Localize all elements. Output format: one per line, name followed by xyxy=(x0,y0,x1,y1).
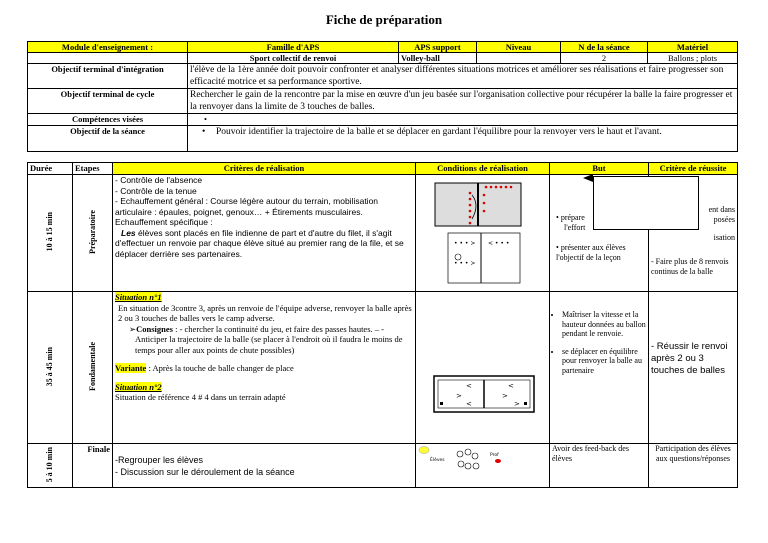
consignes-text: : - chercher la continuité du jeu, et faire des passes hautes. – - Anticiper la trajectoire de la balle (se placer à l'endroit où il faudra le moins de temps pour aller aux points de chute possibles) xyxy=(135,323,403,355)
prep-line: - Contrôle de l'absence xyxy=(115,175,203,185)
consignes-label: Consignes xyxy=(136,323,173,334)
objectif-integration-label: Objectif terminal d'intégration xyxy=(28,64,188,89)
niveau-label: Niveau xyxy=(477,42,561,53)
competences-value: • xyxy=(188,114,738,126)
prep-criteres xyxy=(113,175,416,292)
prep-but-2: présenter aux élèves l'objectif de la leçon xyxy=(556,243,626,262)
module-value xyxy=(28,53,188,64)
objectif-seance-label: Objectif de la séance xyxy=(28,126,188,152)
col-duree: Durée xyxy=(28,163,73,175)
fin-duree xyxy=(28,444,73,488)
seance-value: 2 xyxy=(561,53,648,64)
page-title: Fiche de préparation xyxy=(325,12,443,27)
diagram-label-eleves: Élèves xyxy=(430,458,445,463)
module-label: Module d'enseignement : xyxy=(28,42,188,53)
prep-duree xyxy=(28,175,73,292)
col-criteres-realisation: Critères de réalisation xyxy=(113,163,416,175)
fin-duree-text: 5 à 10 min xyxy=(45,446,54,483)
callout-arrow xyxy=(583,174,593,182)
prep-line: - Contrôle de la tenue xyxy=(115,185,197,196)
court-diagram xyxy=(418,175,546,289)
prep-line: - Echauffement général : Course légère autour du terrain, mobilisation articulaire : épaules, poignet, genoux… + Étirements musculaires. xyxy=(115,196,379,217)
situation-1-label: Situation n°1 xyxy=(115,292,162,302)
prep-but-1: prépare xyxy=(560,213,585,222)
fin-but: Avoir des feed-back des élèves xyxy=(550,444,649,488)
fond-etape xyxy=(73,292,113,444)
players-right: < • • • xyxy=(488,240,510,247)
fond-but-2: • se déplacer en équilibre pour renvoyer la balle au partenaire xyxy=(562,347,646,376)
col-etapes: Etapes xyxy=(73,163,113,175)
fin-criteres xyxy=(113,444,416,488)
fond-reussite xyxy=(649,292,738,444)
players-left: • • • > xyxy=(454,240,476,247)
prep-line: élèves sont placés en file indienne de part et d'autre du filet, il s'agit d'effectuer un renvoie par chaque élève situé au premier rang de la file, et se déplacer derrière ses partenaires. xyxy=(115,227,404,259)
header-table xyxy=(27,41,738,152)
marker-right xyxy=(524,402,527,405)
fond-criteres: Situation n°1 En situation de 3contre 3, après un renvoie de l'équipe adverse, renvoyer la balle après 2 ou 3 touches de balles vers le camp adverse. ➢Consignes : - chercher la continuité du jeu, et faire des passes hautes. – - Anticiper la trajectoire de la balle (se placer à l'endroit où il faudra le moins de temps pour aller aux points de chute possibles) Variante : Après la touche de balle changer de place Situation n°2 Situation de référence 4 # 4 dans un terrain adapté xyxy=(113,292,416,444)
col-conditions: Conditions de réalisation xyxy=(416,163,550,175)
fond-etape-text: Fondamentale xyxy=(87,342,97,391)
col-criteres-reussite: Critère de réussite xyxy=(649,163,738,175)
fin-reussite: Participation des élèves aux questions/réponses xyxy=(649,444,738,488)
famille-label: Famille d'APS xyxy=(188,42,399,53)
seance-label: N de la séance xyxy=(561,42,648,53)
famille-value: Sport collectif de renvoi xyxy=(188,53,399,64)
marker-left xyxy=(440,402,443,405)
objectif-seance-text: • Pouvoir identifier la trajectoire de la balle et se déplacer en gardant l'équilibre pour la renvoyer vers le haut et l'avant. xyxy=(188,126,738,152)
students-group xyxy=(457,449,479,469)
aps-value: Volley-ball xyxy=(399,53,477,64)
prep-reussite-1: ent dans xyxy=(708,205,735,214)
situation-2-label: Situation n°2 xyxy=(115,381,162,392)
players-left-2: • • • > xyxy=(454,260,476,267)
arrow-d: > xyxy=(502,392,508,400)
prof-marker xyxy=(495,459,501,463)
group-diagram xyxy=(418,444,546,474)
variante-label: Variante xyxy=(115,363,147,373)
col-but: But xyxy=(550,163,649,175)
arrow-c: > xyxy=(456,392,462,400)
objectif-cycle-text: Rechercher le gain de la rencontre par la mise en œuvre d'un jeu basée sur l'organisation collective pour récupérer la balle la faire progresser et la renvoyer dans la limite de 3 touches de balles. xyxy=(188,89,738,114)
arrow-f: > xyxy=(514,400,520,408)
prep-but-1b: l'effort xyxy=(564,223,586,232)
prep-but: • prépare l'effort • présenter aux élèves l'objectif de la leçon xyxy=(550,175,649,292)
materiel-value: Ballons ; plots xyxy=(648,53,738,64)
ball-icon xyxy=(419,447,429,454)
prep-etape-text: Préparatoire xyxy=(87,210,97,254)
materiel-label: Matériel xyxy=(648,42,738,53)
prep-duree-text: 10 à 15 min xyxy=(45,212,54,252)
aps-label: APS support xyxy=(399,42,477,53)
prep-etape xyxy=(73,175,113,292)
objectif-cycle-label: Objectif terminal de cycle xyxy=(28,89,188,114)
situation-2-text: Situation de référence 4 # 4 dans un terrain adapté xyxy=(115,392,286,402)
prep-conditions xyxy=(416,175,550,292)
situation-1-text: En situation de 3contre 3, après un renvoie de l'équipe adverse, renvoyer la balle après 2 ou 3 touches de balles vers le camp adverse. xyxy=(118,302,412,323)
fond-reussite-text: - Réussir le renvoi après 2 ou 3 touches de balles xyxy=(651,340,728,376)
arrow-b: < xyxy=(508,382,514,390)
fin-conditions xyxy=(416,444,550,488)
prep-line-em: Les xyxy=(121,227,136,238)
fond-conditions xyxy=(416,292,550,444)
arrow-e: < xyxy=(466,400,472,408)
fin-etape: Finale xyxy=(73,444,113,488)
prep-reussite-2: posées xyxy=(713,215,735,224)
prep-reussite-3: isation xyxy=(713,233,735,242)
niveau-value xyxy=(477,53,561,64)
fond-but xyxy=(550,292,649,444)
variante-text: : Après la touche de balle changer de place xyxy=(146,363,294,373)
diagram-label-prof: Prof xyxy=(490,453,499,458)
fond-duree xyxy=(28,292,73,444)
fond-duree-text: 35 à 45 min xyxy=(45,346,54,387)
fond-but-1: • Maîtriser la vitesse et la hauteur données au ballon pendant le renvoie. xyxy=(562,310,646,339)
fin-line-2: - Discussion sur le déroulement de la séance xyxy=(115,466,295,477)
objectif-integration-text: l'élève de la 1ère année doit pouvoir confronter et analyser différentes situations motrices et améliorer ses réalisations et faire progresser son efficacité motrice et sa performance sportive. xyxy=(188,64,738,89)
field-diagram xyxy=(418,292,546,440)
prep-reussite-4: - Faire plus de 8 renvois continus de la balle xyxy=(651,257,729,276)
objectif-seance-content: Pouvoir identifier la trajectoire de la balle et se déplacer en gardant l'équilibre pour la renvoyer vers le haut et l'avant. xyxy=(216,127,662,137)
competences-label: Compétences visées xyxy=(28,114,188,126)
prep-line: Echauffement spécifique : xyxy=(115,217,213,227)
callout-box xyxy=(593,176,699,230)
fin-line-1: -Regrouper les élèves xyxy=(115,454,204,465)
arrow-a: < xyxy=(466,382,472,390)
